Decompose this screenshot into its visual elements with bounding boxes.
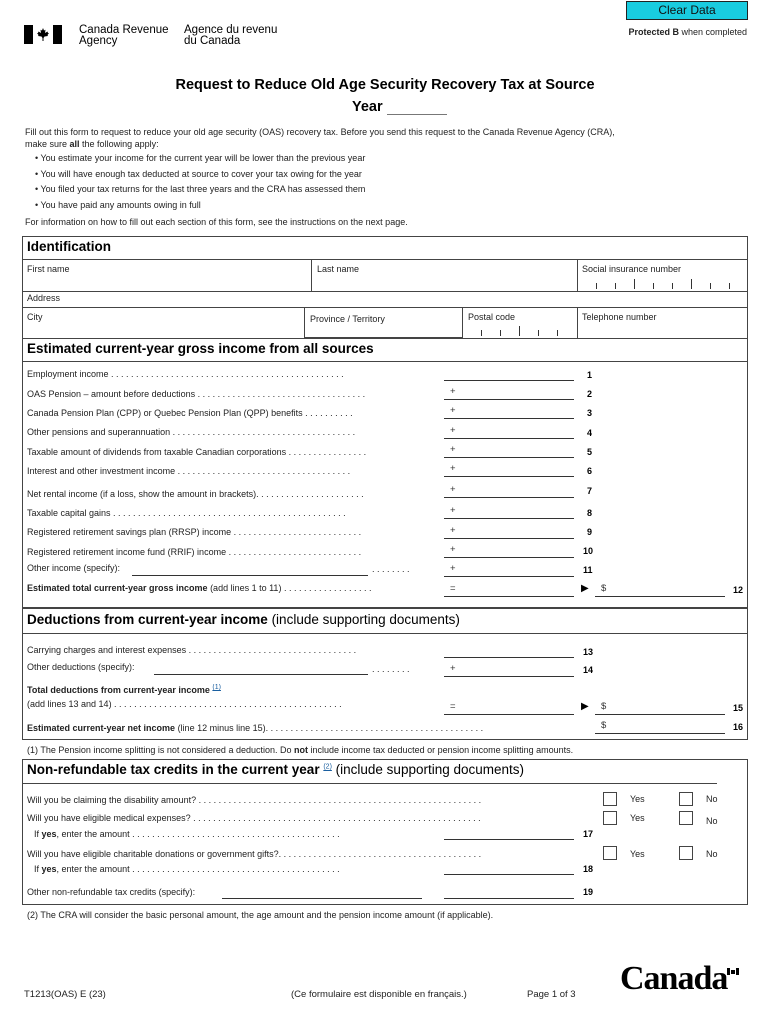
disability-no-checkbox[interactable] xyxy=(679,792,693,806)
form-id: T1213(OAS) E (23) xyxy=(24,989,106,1000)
requirements-list xyxy=(35,153,365,215)
medical-no-checkbox[interactable] xyxy=(679,811,693,825)
income-line-1-input[interactable] xyxy=(444,367,574,381)
footnote-2: (2) The CRA will consider the basic personal amount, the age amount and the pension income amount (if applicable). xyxy=(27,910,494,920)
dollar-sign: $ xyxy=(601,701,607,712)
page-title: Request to Reduce Old Age Security Recovery Tax at Source xyxy=(175,77,595,93)
other-deductions-label: Other deductions (specify): xyxy=(27,662,135,672)
no-label: No xyxy=(706,794,718,804)
line-number: 18 xyxy=(583,864,594,874)
footnote-1-link[interactable]: (1) xyxy=(212,684,221,691)
last-name-field[interactable] xyxy=(313,276,575,290)
dollar-sign: $ xyxy=(601,720,607,731)
credits-heading: Non-refundable tax credits in the current year $^{(2)}$ (include supporting documents) xyxy=(27,762,525,777)
province-label: Province / Territory xyxy=(310,314,385,324)
line-number: 7 xyxy=(587,486,593,496)
canada-flag-logo xyxy=(24,25,62,44)
income-heading: Estimated current-year gross income from all sources xyxy=(27,341,374,356)
first-name-field[interactable] xyxy=(24,276,309,290)
instructions-note: For information on how to fill out each section of this form, see the instructions on the next page. xyxy=(25,217,408,227)
line-number: 8 xyxy=(587,508,593,518)
line-16-net-income-input[interactable] xyxy=(595,720,725,734)
income-line-5-input[interactable] xyxy=(444,444,574,458)
intro-text: Fill out this form to request to reduce your old age security (OAS) recovery tax. Before you send this request to the Canada Revenue Agency (CRA), make sure all the following apply: xyxy=(25,127,615,149)
canada-wordmark: Canada xyxy=(620,960,727,998)
income-line-10-input[interactable] xyxy=(444,544,574,558)
plus-sign: + xyxy=(450,386,456,397)
disability-yes-checkbox[interactable] xyxy=(603,792,617,806)
income-line-label: Other pensions and superannuation . . . . . . . . . . . . . . . . . . . . . . . . . . . . . . . . . . . . . xyxy=(27,427,356,437)
income-line-label: Employment income . . . . . . . . . . . . . . . . . . . . . . . . . . . . . . . . . . . . . . . . . . . . . . . xyxy=(27,369,344,379)
dot-leader: . . . . . . . . xyxy=(372,664,410,674)
list-item: • You will have enough tax deducted at source to cover your tax owing for the year xyxy=(35,168,362,179)
list-item: • You estimate your income for the current year will be lower than the previous year xyxy=(35,153,366,163)
wordmark-flag-icon xyxy=(727,968,739,975)
arrow-right-icon: ▶ xyxy=(581,583,589,594)
clear-data-button[interactable]: Clear Data xyxy=(626,1,748,20)
address-field[interactable] xyxy=(75,292,745,306)
other-income-label: Other income (specify): xyxy=(27,563,121,573)
income-line-label: OAS Pension – amount before deductions . . . . . . . . . . . . . . . . . . . . . . . . . . . . . . . . . . xyxy=(27,389,366,399)
deduction-line-14-input[interactable] xyxy=(444,663,574,677)
telephone-field[interactable] xyxy=(579,323,747,337)
line-number: 4 xyxy=(587,428,593,438)
other-income-specify-input[interactable] xyxy=(132,562,368,576)
line-18-input[interactable] xyxy=(444,861,574,875)
total-gross-subtotal xyxy=(444,583,574,597)
line-number: 14 xyxy=(583,665,594,675)
line-number: 2 xyxy=(587,389,593,399)
income-line-3-input[interactable] xyxy=(444,405,574,419)
deductions-heading: Deductions from current-year income (include supporting documents) xyxy=(27,612,460,627)
donations-no-checkbox[interactable] xyxy=(679,846,693,860)
yes-label: Yes xyxy=(630,849,645,859)
year-input[interactable] xyxy=(387,97,447,115)
other-deductions-specify-input[interactable] xyxy=(154,661,368,675)
line-number: 3 xyxy=(587,408,593,418)
plus-sign: + xyxy=(450,463,456,474)
total-deductions-subtotal xyxy=(444,701,574,715)
footnote-1: (1) The Pension income splitting is not considered a deduction. Do not include income tax deducted or pension income splitting amounts. xyxy=(27,745,574,755)
line-15-total-input[interactable] xyxy=(595,701,725,715)
page-indicator: Page 1 of 3 xyxy=(527,989,576,1000)
agency-name-en: Canada Revenue Agency xyxy=(79,24,169,47)
deduction-line-13-input[interactable] xyxy=(444,644,574,658)
income-line-11-input[interactable] xyxy=(444,563,574,577)
income-line-label: Taxable amount of dividends from taxable Canadian corporations . . . . . . . . . . . . . . . . xyxy=(27,447,367,457)
plus-sign: + xyxy=(450,544,456,555)
carrying-charges-label: Carrying charges and interest expenses . . . . . . . . . . . . . . . . . . . . . . . . . . . . . . . . . . xyxy=(27,645,357,655)
income-line-6-input[interactable] xyxy=(444,463,574,477)
disability-question: Will you be claiming the disability amount? . . . . . . . . . . . . . . . . . . . . . . . . . . . . . . . . . . . . . . . . . . . . . . . . . . . . . . . . . xyxy=(27,795,482,805)
address-label: Address xyxy=(27,293,61,303)
net-income-label: Estimated current-year net income (line 12 minus line 15). . . . . . . . . . . . . . . . . . . . . . . . . . . . . . . . . . . . . . . . . . . . xyxy=(27,723,484,733)
income-line-label: Registered retirement savings plan (RRSP) income . . . . . . . . . . . . . . . . . . . . . . . . . . xyxy=(27,527,362,537)
medical-yes-checkbox[interactable] xyxy=(603,811,617,825)
income-line-label: Registered retirement income fund (RRIF) income . . . . . . . . . . . . . . . . . . . . . . . . . . . xyxy=(27,547,362,557)
income-line-label: Interest and other investment income . . . . . . . . . . . . . . . . . . . . . . . . . . . . . . . . . . . xyxy=(27,466,351,476)
dot-leader: . . . . . . . . xyxy=(372,564,410,574)
arrow-right-icon: ▶ xyxy=(581,701,589,712)
income-line-4-input[interactable] xyxy=(444,425,574,439)
dollar-sign: $ xyxy=(601,583,607,594)
list-item: • You filed your tax returns for the last three years and the CRA has assessed them xyxy=(35,184,366,194)
line-number: 6 xyxy=(587,466,593,476)
city-label: City xyxy=(27,312,43,322)
plus-sign: + xyxy=(450,425,456,436)
donations-amount-label: If yes, enter the amount . . . . . . . . . . . . . . . . . . . . . . . . . . . . . . . . . . . . . . . . . . xyxy=(34,864,340,874)
other-credits-label: Other non-refundable tax credits (specify): xyxy=(27,887,196,897)
medical-amount-label: If yes, enter the amount . . . . . . . . . . . . . . . . . . . . . . . . . . . . . . . . . . . . . . . . . . xyxy=(34,829,340,839)
total-deductions-label: Total deductions from current-year income $^{(1)}$ xyxy=(27,684,221,695)
sin-label: Social insurance number xyxy=(582,264,682,274)
income-line-8-input[interactable] xyxy=(444,505,574,519)
plus-sign: + xyxy=(450,484,456,495)
line-number: 11 xyxy=(583,565,593,575)
line-17-input[interactable] xyxy=(444,826,574,840)
line-number: 13 xyxy=(583,647,594,657)
maple-leaf-icon xyxy=(37,28,49,41)
yes-label: Yes xyxy=(630,794,645,804)
total-deductions-sublabel: (add lines 13 and 14) . . . . . . . . . . . . . . . . . . . . . . . . . . . . . . . . . . . . . . . . . . . . . . xyxy=(27,699,342,709)
agency-name-fr: Agence du revenu du Canada xyxy=(184,24,278,47)
income-line-7-input[interactable] xyxy=(444,484,574,498)
plus-sign: + xyxy=(450,525,456,536)
postal-code-label: Postal code xyxy=(468,312,516,322)
equals-sign: = xyxy=(450,701,456,712)
income-line-2-input[interactable] xyxy=(444,386,574,400)
yes-label: Yes xyxy=(630,813,645,823)
income-line-label: Taxable capital gains . . . . . . . . . . . . . . . . . . . . . . . . . . . . . . . . . . . . . . . . . . . . . . . xyxy=(27,508,346,518)
donations-question: Will you have eligible charitable donations or government gifts?. . . . . . . . . . . . . . . . . . . . . . . . . . . . . . . . . . . . . . . . . xyxy=(27,849,482,859)
footnote-2-link[interactable]: (2) xyxy=(323,763,332,771)
year-label: Year xyxy=(352,99,383,115)
no-label: No xyxy=(706,849,718,859)
income-line-9-input[interactable] xyxy=(444,525,574,539)
income-line-label: Canada Pension Plan (CPP) or Quebec Pension Plan (QPP) benefits . . . . . . . . . . xyxy=(27,408,353,418)
province-field[interactable] xyxy=(305,308,462,338)
line-number: 5 xyxy=(587,447,593,457)
line-number: 12 xyxy=(733,585,744,595)
line-number: 16 xyxy=(733,722,744,732)
line-number: 15 xyxy=(733,703,744,713)
other-credits-specify-input[interactable] xyxy=(222,885,422,899)
donations-yes-checkbox[interactable] xyxy=(603,846,617,860)
medical-question: Will you have eligible medical expenses? . . . . . . . . . . . . . . . . . . . . . . . . . . . . . . . . . . . . . . . . . . . . . . . . . . . . . . . . . . xyxy=(27,813,481,823)
line-12-total-input[interactable] xyxy=(595,583,725,597)
line-number: 9 xyxy=(587,527,593,537)
line-number: 19 xyxy=(583,887,594,897)
city-field[interactable] xyxy=(24,322,302,336)
equals-sign: = xyxy=(450,583,456,594)
no-label: No xyxy=(706,816,718,826)
income-line-label: Net rental income (if a loss, show the amount in brackets). . . . . . . . . . . . . . . . . . . . . . xyxy=(27,489,364,499)
last-name-label: Last name xyxy=(317,264,360,274)
list-item: • You have paid any amounts owing in full xyxy=(35,199,201,210)
postal-code-field[interactable] xyxy=(464,324,574,338)
plus-sign: + xyxy=(450,563,456,574)
plus-sign: + xyxy=(450,663,456,674)
line-number: 10 xyxy=(583,546,594,556)
telephone-label: Telephone number xyxy=(582,312,657,322)
identification-heading: Identification xyxy=(27,239,111,254)
line-number: 1 xyxy=(587,370,593,380)
total-gross-income-label: Estimated total current-year gross income (add lines 1 to 11) . . . . . . . . . . . . . . . . . . xyxy=(27,583,372,593)
plus-sign: + xyxy=(450,505,456,516)
first-name-label: First name xyxy=(27,264,70,274)
french-availability-note: (Ce formulaire est disponible en français.) xyxy=(291,989,467,1000)
sin-field[interactable] xyxy=(579,276,747,290)
line-19-input[interactable] xyxy=(444,885,574,899)
protected-b-notice: Protected B when completed xyxy=(628,27,747,37)
plus-sign: + xyxy=(450,405,456,416)
line-number: 17 xyxy=(583,829,594,839)
plus-sign: + xyxy=(450,444,456,455)
year-row xyxy=(352,97,447,115)
